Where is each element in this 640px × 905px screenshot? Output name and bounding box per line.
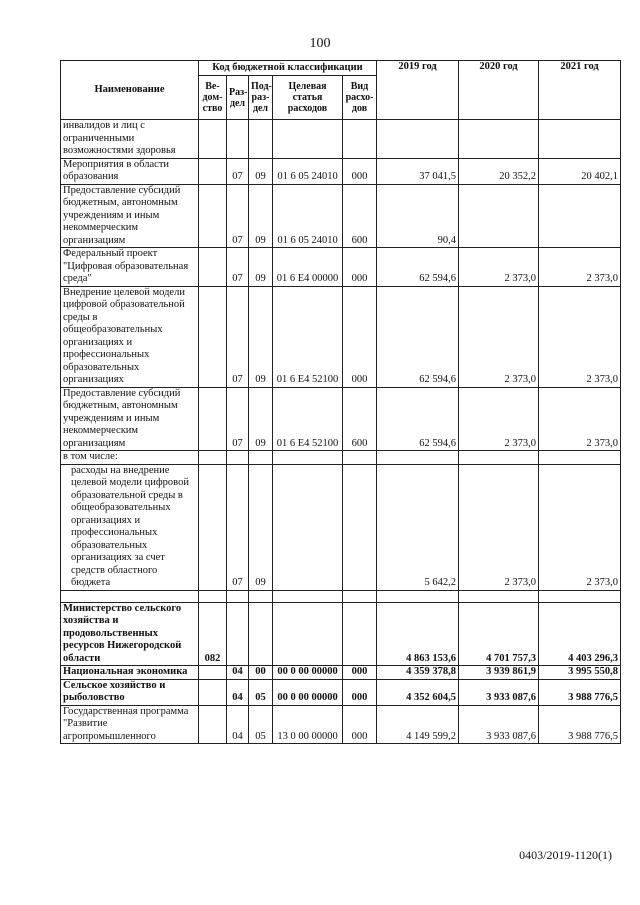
row-name: в том числе: <box>61 451 199 465</box>
row-podrazdel <box>249 590 273 602</box>
row-podrazdel: 09 <box>249 286 273 387</box>
row-vedomstvo <box>199 387 227 451</box>
table-row <box>61 464 621 590</box>
row-razdel: 07 <box>227 387 249 451</box>
table-row <box>61 590 621 602</box>
table-row <box>61 679 621 705</box>
row-razdel: 07 <box>227 184 249 248</box>
table-row <box>61 602 621 666</box>
row-2020: 2 373,0 <box>459 464 539 590</box>
row-celevaya: 01 6 E4 52100 <box>273 286 343 387</box>
row-2019: 37 041,5 <box>377 158 459 184</box>
row-celevaya <box>273 120 343 159</box>
header-razdel: Раз-дел <box>227 76 249 120</box>
header-name: Наименование <box>61 61 199 120</box>
row-celevaya <box>273 602 343 666</box>
row-vedomstvo <box>199 590 227 602</box>
row-celevaya: 01 6 E4 00000 <box>273 248 343 287</box>
row-celevaya: 01 6 05 24010 <box>273 158 343 184</box>
row-razdel <box>227 120 249 159</box>
table-row <box>61 286 621 387</box>
row-2020: 2 373,0 <box>459 387 539 451</box>
row-name: Сельское хозяйство и рыболовство <box>61 679 199 705</box>
row-vedomstvo <box>199 705 227 744</box>
row-vedomstvo <box>199 158 227 184</box>
row-podrazdel <box>249 451 273 465</box>
row-name: инвалидов и лиц с ограниченными возможностями здоровья <box>61 120 199 159</box>
row-2020 <box>459 451 539 465</box>
row-vid <box>343 602 377 666</box>
row-2021: 3 988 776,5 <box>539 679 621 705</box>
row-2021 <box>539 184 621 248</box>
page-number: 100 <box>309 36 331 51</box>
row-vedomstvo <box>199 248 227 287</box>
row-vedomstvo <box>199 120 227 159</box>
header-celevaya: Целевая статья расходов <box>273 76 343 120</box>
header-podrazdel: Под-раз-дел <box>249 76 273 120</box>
table-row <box>61 184 621 248</box>
row-2021: 2 373,0 <box>539 387 621 451</box>
row-razdel: 07 <box>227 464 249 590</box>
budget-table <box>60 60 621 744</box>
row-vid <box>343 590 377 602</box>
row-vid: 000 <box>343 705 377 744</box>
header-2019: 2019 год <box>377 61 459 120</box>
table-row <box>61 387 621 451</box>
row-celevaya <box>273 451 343 465</box>
row-podrazdel: 09 <box>249 464 273 590</box>
row-name: Мероприятия в области образования <box>61 158 199 184</box>
row-vid: 000 <box>343 679 377 705</box>
row-2019: 5 642,2 <box>377 464 459 590</box>
row-celevaya: 01 6 E4 52100 <box>273 387 343 451</box>
row-razdel: 04 <box>227 705 249 744</box>
row-name: Предоставление субсидий бюджетным, автономным учреждениям и иным некоммерческим организациям <box>61 184 199 248</box>
row-2021: 3 988 776,5 <box>539 705 621 744</box>
row-vid: 000 <box>343 286 377 387</box>
row-vid: 600 <box>343 184 377 248</box>
row-2019: 62 594,6 <box>377 387 459 451</box>
row-podrazdel <box>249 120 273 159</box>
row-2020: 3 933 087,6 <box>459 705 539 744</box>
row-2020 <box>459 590 539 602</box>
row-vedomstvo <box>199 679 227 705</box>
row-name: Министерство сельского хозяйства и продовольственных ресурсов Нижегородской области <box>61 602 199 666</box>
row-vedomstvo: 082 <box>199 602 227 666</box>
row-name: Национальная экономика <box>61 666 199 680</box>
row-name: Федеральный проект "Цифровая образовательная среда" <box>61 248 199 287</box>
table-row <box>61 451 621 465</box>
row-razdel: 04 <box>227 666 249 680</box>
row-vid: 000 <box>343 248 377 287</box>
row-name: расходы на внедрение целевой модели цифровой образовательной среды в общеобразовательных организациях и профессиональных образовательных организациях за счет средств областного бюджета <box>61 464 199 590</box>
row-vedomstvo <box>199 184 227 248</box>
row-razdel <box>227 451 249 465</box>
row-celevaya: 01 6 05 24010 <box>273 184 343 248</box>
row-2020 <box>459 184 539 248</box>
row-2019: 62 594,6 <box>377 248 459 287</box>
row-vedomstvo <box>199 286 227 387</box>
table-row <box>61 158 621 184</box>
row-2021: 2 373,0 <box>539 248 621 287</box>
row-2021: 2 373,0 <box>539 286 621 387</box>
row-razdel: 04 <box>227 679 249 705</box>
row-2019 <box>377 590 459 602</box>
row-2019: 62 594,6 <box>377 286 459 387</box>
table-row <box>61 705 621 744</box>
row-podrazdel: 09 <box>249 158 273 184</box>
row-2019: 4 352 604,5 <box>377 679 459 705</box>
row-vid <box>343 464 377 590</box>
row-2021 <box>539 590 621 602</box>
row-celevaya: 00 0 00 00000 <box>273 679 343 705</box>
header-vid: Вид расхо-дов <box>343 76 377 120</box>
row-2021 <box>539 451 621 465</box>
row-vid <box>343 120 377 159</box>
row-vedomstvo <box>199 666 227 680</box>
row-celevaya <box>273 590 343 602</box>
row-podrazdel: 05 <box>249 679 273 705</box>
row-razdel: 07 <box>227 248 249 287</box>
row-vid: 000 <box>343 158 377 184</box>
row-2020: 4 701 757,3 <box>459 602 539 666</box>
row-2020 <box>459 120 539 159</box>
header-2021: 2021 год <box>539 61 621 120</box>
row-celevaya: 00 0 00 00000 <box>273 666 343 680</box>
row-2019: 4 359 378,8 <box>377 666 459 680</box>
row-2019: 4 863 153,6 <box>377 602 459 666</box>
row-2021: 4 403 296,3 <box>539 602 621 666</box>
row-podrazdel <box>249 602 273 666</box>
row-vid <box>343 451 377 465</box>
document-code: 0403/2019-1120(1) <box>519 848 612 862</box>
row-razdel: 07 <box>227 286 249 387</box>
row-razdel <box>227 590 249 602</box>
row-vid: 000 <box>343 666 377 680</box>
row-name: Предоставление субсидий бюджетным, автономным учреждениям и иным некоммерческим организациям <box>61 387 199 451</box>
header-2020: 2020 год <box>459 61 539 120</box>
row-2019 <box>377 120 459 159</box>
row-2020: 20 352,2 <box>459 158 539 184</box>
row-2020: 2 373,0 <box>459 286 539 387</box>
header-code-group: Код бюджетной классификации <box>199 61 377 76</box>
row-podrazdel: 09 <box>249 248 273 287</box>
row-2020: 3 933 087,6 <box>459 679 539 705</box>
row-vedomstvo <box>199 464 227 590</box>
row-razdel: 07 <box>227 158 249 184</box>
row-podrazdel: 05 <box>249 705 273 744</box>
row-podrazdel: 00 <box>249 666 273 680</box>
row-2021: 20 402,1 <box>539 158 621 184</box>
row-2019: 4 149 599,2 <box>377 705 459 744</box>
row-2019: 90,4 <box>377 184 459 248</box>
row-name <box>61 590 199 602</box>
row-2021 <box>539 120 621 159</box>
row-celevaya: 13 0 00 00000 <box>273 705 343 744</box>
row-2019 <box>377 451 459 465</box>
row-name: Государственная программа "Развитие агропромышленного <box>61 705 199 744</box>
table-row <box>61 666 621 680</box>
row-vid: 600 <box>343 387 377 451</box>
row-razdel <box>227 602 249 666</box>
table-row <box>61 120 621 159</box>
row-celevaya <box>273 464 343 590</box>
row-2020: 3 939 861,9 <box>459 666 539 680</box>
row-podrazdel: 09 <box>249 387 273 451</box>
row-2021: 2 373,0 <box>539 464 621 590</box>
row-name: Внедрение целевой модели цифровой образовательной среды в общеобразовательных организациях и профессиональных образовательных организациях <box>61 286 199 387</box>
table-row <box>61 248 621 287</box>
row-2021: 3 995 550,8 <box>539 666 621 680</box>
row-vedomstvo <box>199 451 227 465</box>
header-vedomstvo: Ве-дом-ство <box>199 76 227 120</box>
row-podrazdel: 09 <box>249 184 273 248</box>
row-2020: 2 373,0 <box>459 248 539 287</box>
